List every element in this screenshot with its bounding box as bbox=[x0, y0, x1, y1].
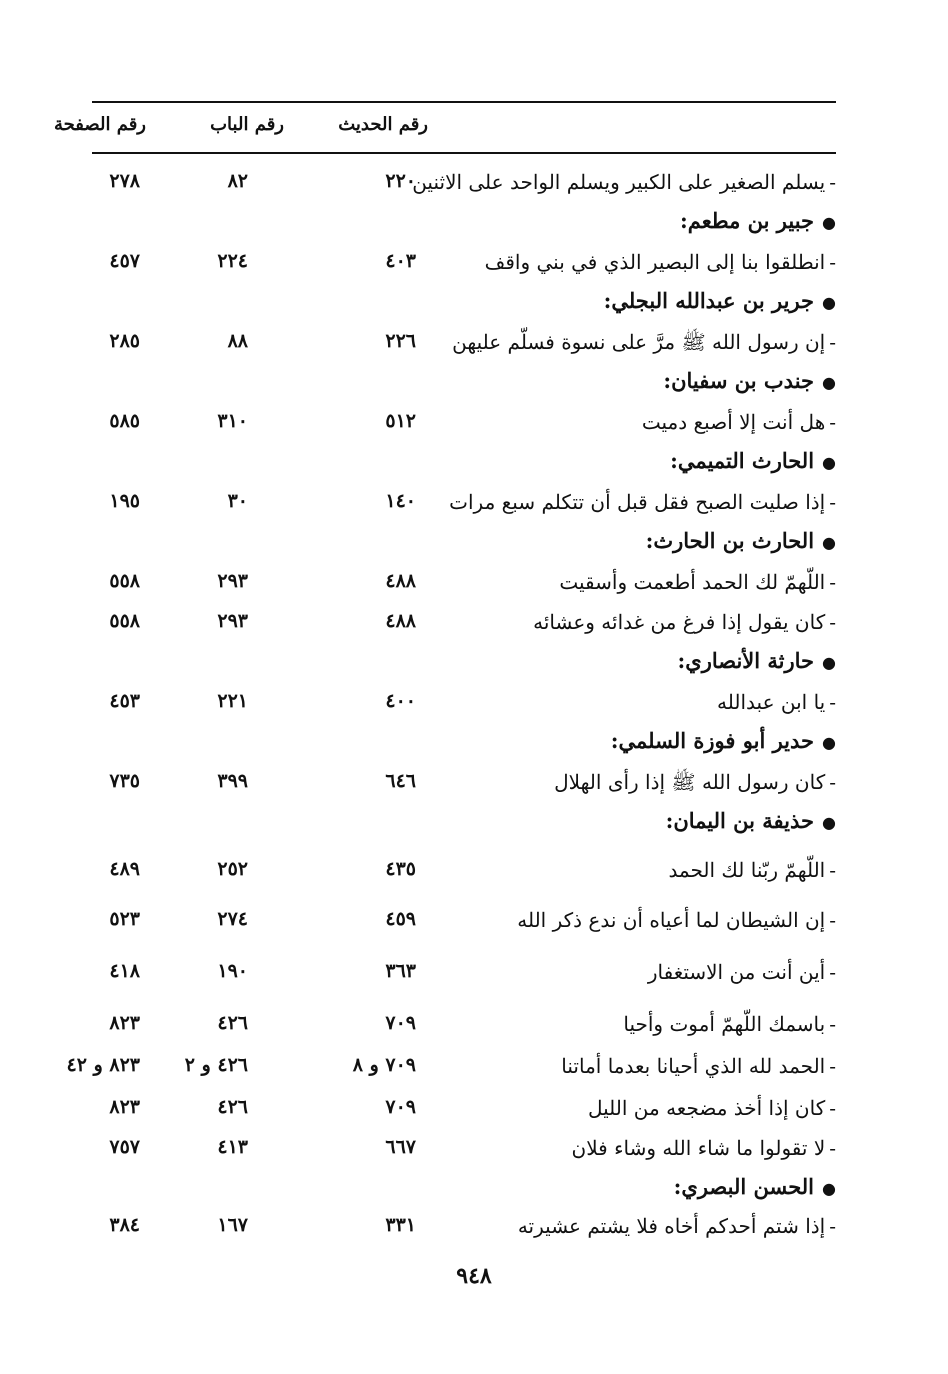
chapter-number: ٢٢١ bbox=[217, 690, 248, 712]
hadith-number: ٧٠٩ و ٨ bbox=[352, 1054, 416, 1076]
narrator-name-text: حدير أبو فوزة السلمي: bbox=[610, 728, 815, 753]
entry-dash: - bbox=[829, 770, 836, 794]
hadith-number: ٢٢٠ bbox=[385, 170, 416, 192]
entry-text: إن رسول الله ﷺ مرَّ على نسوة فسلّم عليهن bbox=[452, 330, 826, 354]
hadith-number: ٧٠٩ bbox=[385, 1012, 416, 1034]
narrator-heading bbox=[0, 288, 948, 320]
hadith-opening-text bbox=[533, 610, 836, 634]
chapter-number: ١٦٧ bbox=[217, 1214, 248, 1236]
entry-text: اللّهمّ لك الحمد أطعمت وأسقيت bbox=[559, 570, 826, 594]
entry-text: لا تقولوا ما شاء الله وشاء فلان bbox=[571, 1136, 826, 1160]
index-entry-row bbox=[0, 906, 948, 938]
index-entry-row bbox=[0, 408, 948, 440]
index-entry-row bbox=[0, 688, 948, 720]
page-ref: ٣٨٤ bbox=[109, 1214, 140, 1236]
chapter-number: ٤٢٦ bbox=[217, 1012, 248, 1034]
entry-dash: - bbox=[829, 690, 836, 714]
chapter-number: ٨٨ bbox=[227, 330, 248, 352]
page-ref: ٢٧٨ bbox=[109, 170, 140, 192]
entry-text: انطلقوا بنا إلى البصير الذي في بني واقف bbox=[484, 250, 826, 274]
narrator-name bbox=[670, 448, 836, 473]
narrator-name bbox=[604, 288, 836, 313]
narrator-heading bbox=[0, 368, 948, 400]
entry-text: أين أنت من الاستغفار bbox=[647, 960, 826, 984]
entry-dash: - bbox=[829, 960, 836, 984]
hadith-number: ٤٠٣ bbox=[385, 250, 416, 272]
entry-dash: - bbox=[829, 1136, 836, 1160]
index-entry-row bbox=[0, 608, 948, 640]
entry-text: يا ابن عبدالله bbox=[717, 690, 826, 714]
narrator-heading bbox=[0, 648, 948, 680]
index-entry-row bbox=[0, 1134, 948, 1166]
hadith-opening-text bbox=[449, 490, 836, 514]
entry-dash: - bbox=[829, 570, 836, 594]
entry-text: هل أنت إلا أصبع دميت bbox=[641, 410, 826, 434]
entry-text: الحمد لله الذي أحيانا بعدما أماتنا bbox=[561, 1054, 826, 1078]
header-page-number: رقم الصفحة bbox=[53, 114, 146, 135]
entry-text: إذا صليت الصبح فقل قبل أن تتكلم سبع مرات bbox=[449, 490, 826, 514]
narrator-heading bbox=[0, 208, 948, 240]
chapter-number: ٢٢٤ bbox=[217, 250, 248, 272]
entry-dash: - bbox=[829, 410, 836, 434]
page-ref: ٥٢٣ bbox=[109, 908, 140, 930]
narrator-heading bbox=[0, 728, 948, 760]
index-entry-row bbox=[0, 1212, 948, 1244]
hadith-opening-text bbox=[572, 1136, 836, 1160]
index-entry-row bbox=[0, 856, 948, 888]
hadith-number: ٧٠٩ bbox=[385, 1096, 416, 1118]
entry-dash: - bbox=[829, 1214, 836, 1238]
page-ref: ١٩٥ bbox=[109, 490, 140, 512]
header-rule bbox=[92, 152, 836, 154]
hadith-opening-text bbox=[717, 690, 836, 714]
entry-text: يسلم الصغير على الكبير ويسلم الواحد على الاثنين bbox=[412, 170, 826, 194]
entry-text: إذا شتم أحدكم أخاه فلا يشتم عشيرته bbox=[517, 1214, 826, 1238]
chapter-number: ٣٩٩ bbox=[217, 770, 248, 792]
index-entry-row bbox=[0, 1094, 948, 1126]
hadith-opening-text bbox=[559, 570, 836, 594]
page-number: ٩٤٨ bbox=[456, 1263, 492, 1289]
page-ref: ٨٢٣ و ٤٢ bbox=[66, 1054, 140, 1076]
hadith-opening-text bbox=[642, 410, 836, 434]
hadith-number: ٥١٢ bbox=[385, 410, 416, 432]
narrator-name bbox=[646, 528, 836, 553]
hadith-opening-text bbox=[518, 1214, 836, 1238]
index-entry-row bbox=[0, 568, 948, 600]
hadith-number: ٤٣٥ bbox=[385, 858, 416, 880]
bullet-icon: ● bbox=[822, 533, 836, 552]
page-ref: ٥٥٨ bbox=[109, 570, 140, 592]
narrator-name-text: جرير بن عبدالله البجلي: bbox=[603, 288, 815, 313]
index-entry-row bbox=[0, 768, 948, 800]
index-entry-row bbox=[0, 328, 948, 360]
narrator-name bbox=[611, 728, 836, 753]
page-ref: ٥٨٥ bbox=[109, 410, 140, 432]
header-hadith-number: رقم الحديث bbox=[338, 114, 428, 135]
entry-dash: - bbox=[829, 1096, 836, 1120]
narrator-name bbox=[663, 368, 836, 393]
page-ref: ٨٢٣ bbox=[109, 1012, 140, 1034]
entry-dash: - bbox=[829, 170, 836, 194]
entry-dash: - bbox=[829, 490, 836, 514]
bullet-icon: ● bbox=[822, 213, 836, 232]
narrator-name-text: الحارث بن الحارث: bbox=[645, 528, 815, 553]
bullet-icon: ● bbox=[822, 453, 836, 472]
narrator-name-text: جندب بن سفيان: bbox=[663, 368, 815, 393]
entry-dash: - bbox=[829, 610, 836, 634]
hadith-number: ٤٥٩ bbox=[385, 908, 416, 930]
narrator-heading bbox=[0, 1174, 948, 1206]
narrator-name-text: الحسن البصري: bbox=[673, 1174, 815, 1199]
hadith-number: ٤٨٨ bbox=[385, 610, 416, 632]
index-entry-row bbox=[0, 168, 948, 200]
chapter-number: ٣١٠ bbox=[217, 410, 248, 432]
hadith-opening-text bbox=[554, 770, 836, 799]
narrator-name-text: جبير بن مطعم: bbox=[680, 208, 815, 233]
entry-dash: - bbox=[829, 1012, 836, 1036]
chapter-number: ١٩٠ bbox=[217, 960, 248, 982]
chapter-number: ٣٠ bbox=[227, 490, 248, 512]
page-ref: ٨٢٣ bbox=[109, 1096, 140, 1118]
hadith-number: ٦٤٦ bbox=[385, 770, 416, 792]
entry-text: اللّهمّ ربّنا لك الحمد bbox=[668, 858, 826, 882]
narrator-heading bbox=[0, 808, 948, 840]
entry-dash: - bbox=[829, 858, 836, 882]
hadith-opening-text bbox=[517, 908, 836, 932]
index-entry-row bbox=[0, 1052, 948, 1084]
narrator-name-text: الحارث التميمي: bbox=[670, 448, 815, 473]
narrator-name bbox=[666, 808, 836, 833]
bullet-icon: ● bbox=[822, 733, 836, 752]
entry-text: كان رسول الله ﷺ إذا رأى الهلال bbox=[554, 770, 826, 794]
entry-text: كان يقول إذا فرغ من غدائه وعشائه bbox=[533, 610, 826, 634]
narrator-heading bbox=[0, 528, 948, 560]
hadith-opening-text bbox=[648, 960, 836, 984]
index-entry-row bbox=[0, 1010, 948, 1042]
entry-dash: - bbox=[829, 908, 836, 932]
hadith-number: ٣٦٣ bbox=[385, 960, 416, 982]
index-entry-row bbox=[0, 958, 948, 990]
narrator-name-text: حارثة الأنصاري: bbox=[677, 648, 815, 673]
chapter-number: ٢٧٤ bbox=[217, 908, 248, 930]
hadith-opening-text bbox=[412, 170, 836, 194]
bullet-icon: ● bbox=[822, 813, 836, 832]
page-ref: ٧٣٥ bbox=[109, 770, 140, 792]
hadith-number: ٣٣١ bbox=[385, 1214, 416, 1236]
page-ref: ٤٨٩ bbox=[109, 858, 140, 880]
narrator-name bbox=[678, 648, 837, 673]
bullet-icon: ● bbox=[822, 293, 836, 312]
narrator-heading bbox=[0, 448, 948, 480]
bullet-icon: ● bbox=[822, 373, 836, 392]
chapter-number: ٤١٣ bbox=[217, 1136, 248, 1158]
bullet-icon: ● bbox=[822, 1179, 836, 1198]
entry-text: كان إذا أخذ مضجعه من الليل bbox=[587, 1096, 826, 1120]
hadith-opening-text bbox=[452, 330, 836, 359]
narrator-name bbox=[680, 208, 836, 233]
hadith-opening-text bbox=[588, 1096, 836, 1120]
chapter-number: ٨٢ bbox=[227, 170, 248, 192]
hadith-opening-text bbox=[561, 1054, 836, 1078]
hadith-opening-text bbox=[668, 858, 836, 882]
chapter-number: ٢٩٣ bbox=[217, 570, 248, 592]
narrator-name-text: حذيفة بن اليمان: bbox=[665, 808, 815, 833]
entry-text: إن الشيطان لما أعياه أن ندع ذكر الله bbox=[517, 908, 826, 932]
entry-dash: - bbox=[829, 1054, 836, 1078]
entry-text: باسمك اللّهمّ أموت وأحيا bbox=[623, 1012, 826, 1036]
chapter-number: ٢٩٣ bbox=[217, 610, 248, 632]
page-ref: ٥٥٨ bbox=[109, 610, 140, 632]
page-ref: ٤١٨ bbox=[109, 960, 140, 982]
index-entry-row bbox=[0, 488, 948, 520]
hadith-number: ٤٠٠ bbox=[385, 690, 416, 712]
hadith-opening-text bbox=[623, 1012, 836, 1036]
index-entry-row bbox=[0, 248, 948, 280]
hadith-opening-text bbox=[485, 250, 836, 274]
bullet-icon: ● bbox=[822, 653, 836, 672]
page-ref: ٢٨٥ bbox=[109, 330, 140, 352]
header-chapter-number: رقم الباب bbox=[210, 114, 284, 135]
hadith-number: ٦٦٧ bbox=[385, 1136, 416, 1158]
hadith-number: ٢٢٦ bbox=[385, 330, 416, 352]
chapter-number: ٢٥٢ bbox=[217, 858, 248, 880]
chapter-number: ٤٢٦ و ٢ bbox=[184, 1054, 248, 1076]
page-ref: ٧٥٧ bbox=[109, 1136, 140, 1158]
narrator-name bbox=[674, 1174, 836, 1199]
hadith-number: ١٤٠ bbox=[385, 490, 416, 512]
page-ref: ٤٥٧ bbox=[109, 250, 140, 272]
entry-dash: - bbox=[829, 250, 836, 274]
chapter-number: ٤٢٦ bbox=[217, 1096, 248, 1118]
page-ref: ٤٥٣ bbox=[109, 690, 140, 712]
top-rule bbox=[92, 101, 836, 103]
hadith-number: ٤٨٨ bbox=[385, 570, 416, 592]
entry-dash: - bbox=[829, 330, 836, 354]
